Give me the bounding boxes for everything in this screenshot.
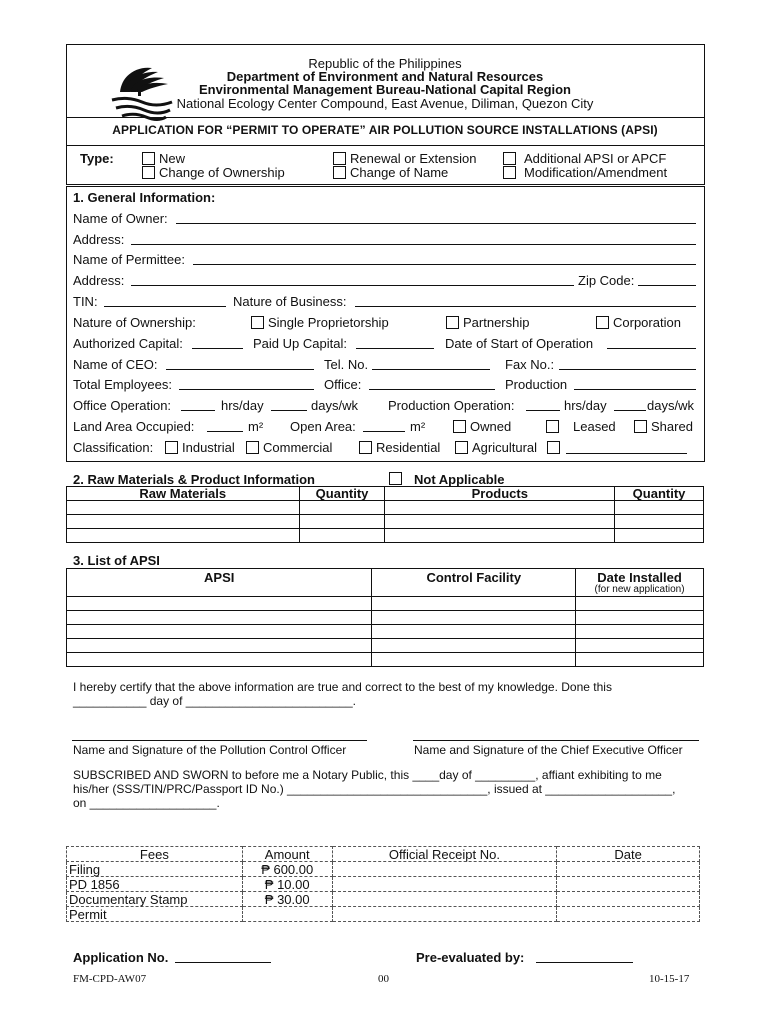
table-cell[interactable] xyxy=(299,501,385,515)
address2-field[interactable] xyxy=(131,285,574,286)
table-row xyxy=(67,529,704,543)
land-area-unit: m² xyxy=(248,419,264,434)
fee-name: Filing xyxy=(67,862,243,877)
raw-materials-heading: 2. Raw Materials & Product Information xyxy=(73,472,315,487)
fee-or-cell[interactable] xyxy=(332,877,557,892)
production-hrs-field[interactable] xyxy=(526,410,560,411)
apsi-heading: 3. List of APSI xyxy=(73,553,160,568)
land-area-field[interactable] xyxy=(207,431,243,432)
table-cell[interactable] xyxy=(299,515,385,529)
table-row xyxy=(67,515,704,529)
table-cell[interactable] xyxy=(67,611,372,625)
products-quantity-col: Quantity xyxy=(615,487,704,501)
apsi-col: APSI xyxy=(67,569,372,597)
name-of-ceo-label: Name of CEO: xyxy=(73,357,158,372)
classification-label: Classification: xyxy=(73,440,154,455)
fee-amount xyxy=(242,907,332,922)
sworn-text-line3: on ___________________. xyxy=(73,796,220,810)
nature-of-ownership-label: Nature of Ownership: xyxy=(73,315,196,330)
type-change-ownership-checkbox[interactable] xyxy=(142,166,155,179)
sworn-text-line2: his/her (SSS/TIN/PRC/Passport ID No.) ______________________________, issued at ___________________, xyxy=(73,782,676,796)
open-area-label: Open Area: xyxy=(290,419,356,434)
other-classification-field[interactable] xyxy=(566,453,687,454)
nature-of-business-field[interactable] xyxy=(355,306,696,307)
zip-code-field[interactable] xyxy=(638,285,696,286)
office-days-field[interactable] xyxy=(271,410,307,411)
or-no-col: Official Receipt No. xyxy=(332,847,557,862)
date-installed-label: Date Installed xyxy=(597,570,682,585)
table-cell[interactable] xyxy=(67,653,372,667)
type-new-label: New xyxy=(159,151,186,166)
table-cell[interactable] xyxy=(372,625,576,639)
pco-signature-line[interactable] xyxy=(72,740,367,741)
name-of-permittee-label: Name of Permittee: xyxy=(73,252,185,267)
table-cell[interactable] xyxy=(67,515,300,529)
shared-label: Shared xyxy=(651,419,693,434)
name-of-permittee-field[interactable] xyxy=(193,264,696,265)
residential-label: Residential xyxy=(376,440,441,455)
department-text: Department of Environment and Natural Resources xyxy=(226,69,544,84)
table-cell[interactable] xyxy=(576,639,704,653)
table-cell[interactable] xyxy=(615,501,704,515)
production-employees-label: Production xyxy=(505,377,568,392)
not-applicable-checkbox[interactable] xyxy=(389,472,402,485)
pre-evaluated-label: Pre-evaluated by: xyxy=(416,950,525,965)
fee-date-cell[interactable] xyxy=(557,862,700,877)
table-cell[interactable] xyxy=(372,611,576,625)
raw-materials-col: Raw Materials xyxy=(67,487,300,501)
office-employees-label: Office: xyxy=(324,377,362,392)
type-additional-checkbox[interactable] xyxy=(503,152,516,165)
table-row xyxy=(67,653,704,667)
type-modification-label: Modification/Amendment xyxy=(524,165,668,180)
total-employees-field[interactable] xyxy=(179,389,314,390)
nature-of-business-label: Nature of Business: xyxy=(233,294,347,309)
fee-name: Permit xyxy=(67,907,243,922)
production-days-field[interactable] xyxy=(614,410,646,411)
table-cell[interactable] xyxy=(372,653,576,667)
fee-name: Documentary Stamp xyxy=(67,892,243,907)
fees-col: Fees xyxy=(67,847,243,862)
address-field[interactable] xyxy=(131,244,696,245)
date-of-start-field[interactable] xyxy=(607,348,696,349)
republic-text: Republic of the Philippines xyxy=(308,56,462,71)
commercial-checkbox[interactable] xyxy=(246,441,259,454)
table-cell[interactable] xyxy=(67,597,372,611)
authorized-capital-field[interactable] xyxy=(192,348,243,349)
fee-or-cell[interactable] xyxy=(332,862,557,877)
address2-label: Address: xyxy=(73,273,125,288)
type-change-name-label: Change of Name xyxy=(350,165,449,180)
type-modification-checkbox[interactable] xyxy=(503,166,516,179)
type-renewal-label: Renewal or Extension xyxy=(350,151,477,166)
general-heading: 1. General Information: xyxy=(73,190,216,205)
raw-quantity-col: Quantity xyxy=(299,487,385,501)
production-operation-label: Production Operation: xyxy=(388,398,515,413)
pre-evaluated-field[interactable] xyxy=(536,962,633,963)
partnership-checkbox[interactable] xyxy=(446,316,459,329)
fax-no-label: Fax No.: xyxy=(505,357,555,372)
production-employees-field[interactable] xyxy=(574,389,696,390)
agricultural-checkbox[interactable] xyxy=(455,441,468,454)
shared-checkbox[interactable] xyxy=(634,420,647,433)
tin-label: TIN: xyxy=(73,294,98,309)
name-of-owner-field[interactable] xyxy=(176,223,696,224)
fax-no-field[interactable] xyxy=(559,369,696,370)
fee-date-cell[interactable] xyxy=(557,892,700,907)
paid-up-capital-field[interactable] xyxy=(356,348,434,349)
name-of-ceo-field[interactable] xyxy=(166,369,314,370)
tin-field[interactable] xyxy=(104,306,226,307)
raw-materials-table xyxy=(66,486,704,543)
header-divider xyxy=(66,117,704,118)
table-cell[interactable] xyxy=(67,529,300,543)
table-cell[interactable] xyxy=(385,529,615,543)
leased-label: Leased xyxy=(573,419,616,434)
date-installed-col xyxy=(576,569,704,597)
table-row xyxy=(67,501,704,515)
table-cell[interactable] xyxy=(576,625,704,639)
form-title: APPLICATION FOR “PERMIT TO OPERATE” AIR POLLUTION SOURCE INSTALLATIONS (APSI) xyxy=(112,123,658,137)
date-installed-note: (for new application) xyxy=(594,584,685,595)
fee-date-cell[interactable] xyxy=(557,907,700,922)
partnership-label: Partnership xyxy=(463,315,530,330)
table-cell[interactable] xyxy=(372,597,576,611)
type-renewal-checkbox[interactable] xyxy=(333,152,346,165)
fees-table xyxy=(66,846,700,922)
corporation-checkbox[interactable] xyxy=(596,316,609,329)
bureau-text: Environmental Management Bureau-National Capital Region xyxy=(199,82,571,97)
ceo-signature-line[interactable] xyxy=(413,740,699,741)
residential-checkbox[interactable] xyxy=(359,441,372,454)
office-hrs-field[interactable] xyxy=(181,410,215,411)
table-cell[interactable] xyxy=(299,529,385,543)
single-proprietorship-label: Single Proprietorship xyxy=(268,315,389,330)
production-days-unit: days/wk xyxy=(647,398,694,413)
application-no-label: Application No. xyxy=(73,950,169,965)
type-change-ownership-label: Change of Ownership xyxy=(159,165,285,180)
address-label: Address: xyxy=(73,232,125,247)
agricultural-label: Agricultural xyxy=(472,440,538,455)
land-area-label: Land Area Occupied: xyxy=(73,419,195,434)
industrial-checkbox[interactable] xyxy=(165,441,178,454)
corporation-label: Corporation xyxy=(613,315,681,330)
office-hrs-unit: hrs/day xyxy=(221,398,264,413)
production-hrs-unit: hrs/day xyxy=(564,398,607,413)
type-additional-label: Additional APSI or APCF xyxy=(524,151,667,166)
total-employees-label: Total Employees: xyxy=(73,377,172,392)
fee-amount: ₱ 600.00 xyxy=(242,862,332,877)
amount-col: Amount xyxy=(242,847,332,862)
paid-up-capital-label: Paid Up Capital: xyxy=(253,336,347,351)
control-facility-col: Control Facility xyxy=(372,569,576,597)
fee-or-cell[interactable] xyxy=(332,892,557,907)
table-row xyxy=(67,597,704,611)
open-area-field[interactable] xyxy=(363,431,405,432)
sworn-text-line1: SUBSCRIBED AND SWORN to before me a Notary Public, this ____day of _________, affiant exhibiting to me xyxy=(73,768,662,782)
table-cell[interactable] xyxy=(67,625,372,639)
tel-no-field[interactable] xyxy=(372,369,490,370)
table-cell[interactable] xyxy=(385,501,615,515)
table-cell[interactable] xyxy=(615,529,704,543)
table-cell[interactable] xyxy=(615,515,704,529)
table-row xyxy=(67,611,704,625)
apsi-table xyxy=(66,568,704,667)
revision-number: 00 xyxy=(378,973,389,985)
fee-row xyxy=(67,907,700,922)
address-text: National Ecology Center Compound, East Avenue, Diliman, Quezon City xyxy=(176,96,594,111)
industrial-label: Industrial xyxy=(182,440,235,455)
ceo-signature-label: Name and Signature of the Chief Executive Officer xyxy=(414,743,683,757)
table-cell[interactable] xyxy=(385,515,615,529)
application-no-field[interactable] xyxy=(175,962,271,963)
form-code: FM-CPD-AW07 xyxy=(73,973,147,985)
office-operation-label: Office Operation: xyxy=(73,398,172,413)
type-new-checkbox[interactable] xyxy=(142,152,155,165)
tel-no-label: Tel. No. xyxy=(324,357,369,372)
fee-amount: ₱ 10.00 xyxy=(242,877,332,892)
single-proprietorship-checkbox[interactable] xyxy=(251,316,264,329)
fee-or-cell[interactable] xyxy=(332,907,557,922)
not-applicable-label: Not Applicable xyxy=(414,472,505,487)
table-cell[interactable] xyxy=(67,639,372,653)
type-label: Type: xyxy=(80,151,114,166)
pco-signature-label: Name and Signature of the Pollution Control Officer xyxy=(73,743,347,757)
leased-checkbox[interactable] xyxy=(546,420,559,433)
table-cell[interactable] xyxy=(372,639,576,653)
certify-text-line1: I hereby certify that the above information are true and correct to the best of my knowledge. Done this xyxy=(73,680,612,694)
office-days-unit: days/wk xyxy=(311,398,358,413)
products-col: Products xyxy=(385,487,615,501)
authorized-capital-label: Authorized Capital: xyxy=(73,336,183,351)
date-col: Date xyxy=(557,847,700,862)
fee-row xyxy=(67,877,700,892)
fee-name: PD 1856 xyxy=(67,877,243,892)
other-classification-checkbox[interactable] xyxy=(547,441,560,454)
owned-label: Owned xyxy=(470,419,512,434)
table-row xyxy=(67,639,704,653)
table-cell[interactable] xyxy=(576,653,704,667)
certify-text-line2: ___________ day of _________________________. xyxy=(73,694,356,708)
open-area-unit: m² xyxy=(410,419,426,434)
name-of-owner-label: Name of Owner: xyxy=(73,211,168,226)
fee-row xyxy=(67,892,700,907)
table-cell[interactable] xyxy=(576,611,704,625)
fee-amount: ₱ 30.00 xyxy=(242,892,332,907)
table-cell[interactable] xyxy=(576,597,704,611)
type-change-name-checkbox[interactable] xyxy=(333,166,346,179)
owned-checkbox[interactable] xyxy=(453,420,466,433)
form-date: 10-15-17 xyxy=(649,973,690,985)
date-of-start-label: Date of Start of Operation xyxy=(445,336,594,351)
table-row xyxy=(67,625,704,639)
fee-date-cell[interactable] xyxy=(557,877,700,892)
fee-row xyxy=(67,862,700,877)
zip-code-label: Zip Code: xyxy=(578,273,635,288)
office-employees-field[interactable] xyxy=(369,389,495,390)
commercial-label: Commercial xyxy=(263,440,333,455)
table-cell[interactable] xyxy=(67,501,300,515)
